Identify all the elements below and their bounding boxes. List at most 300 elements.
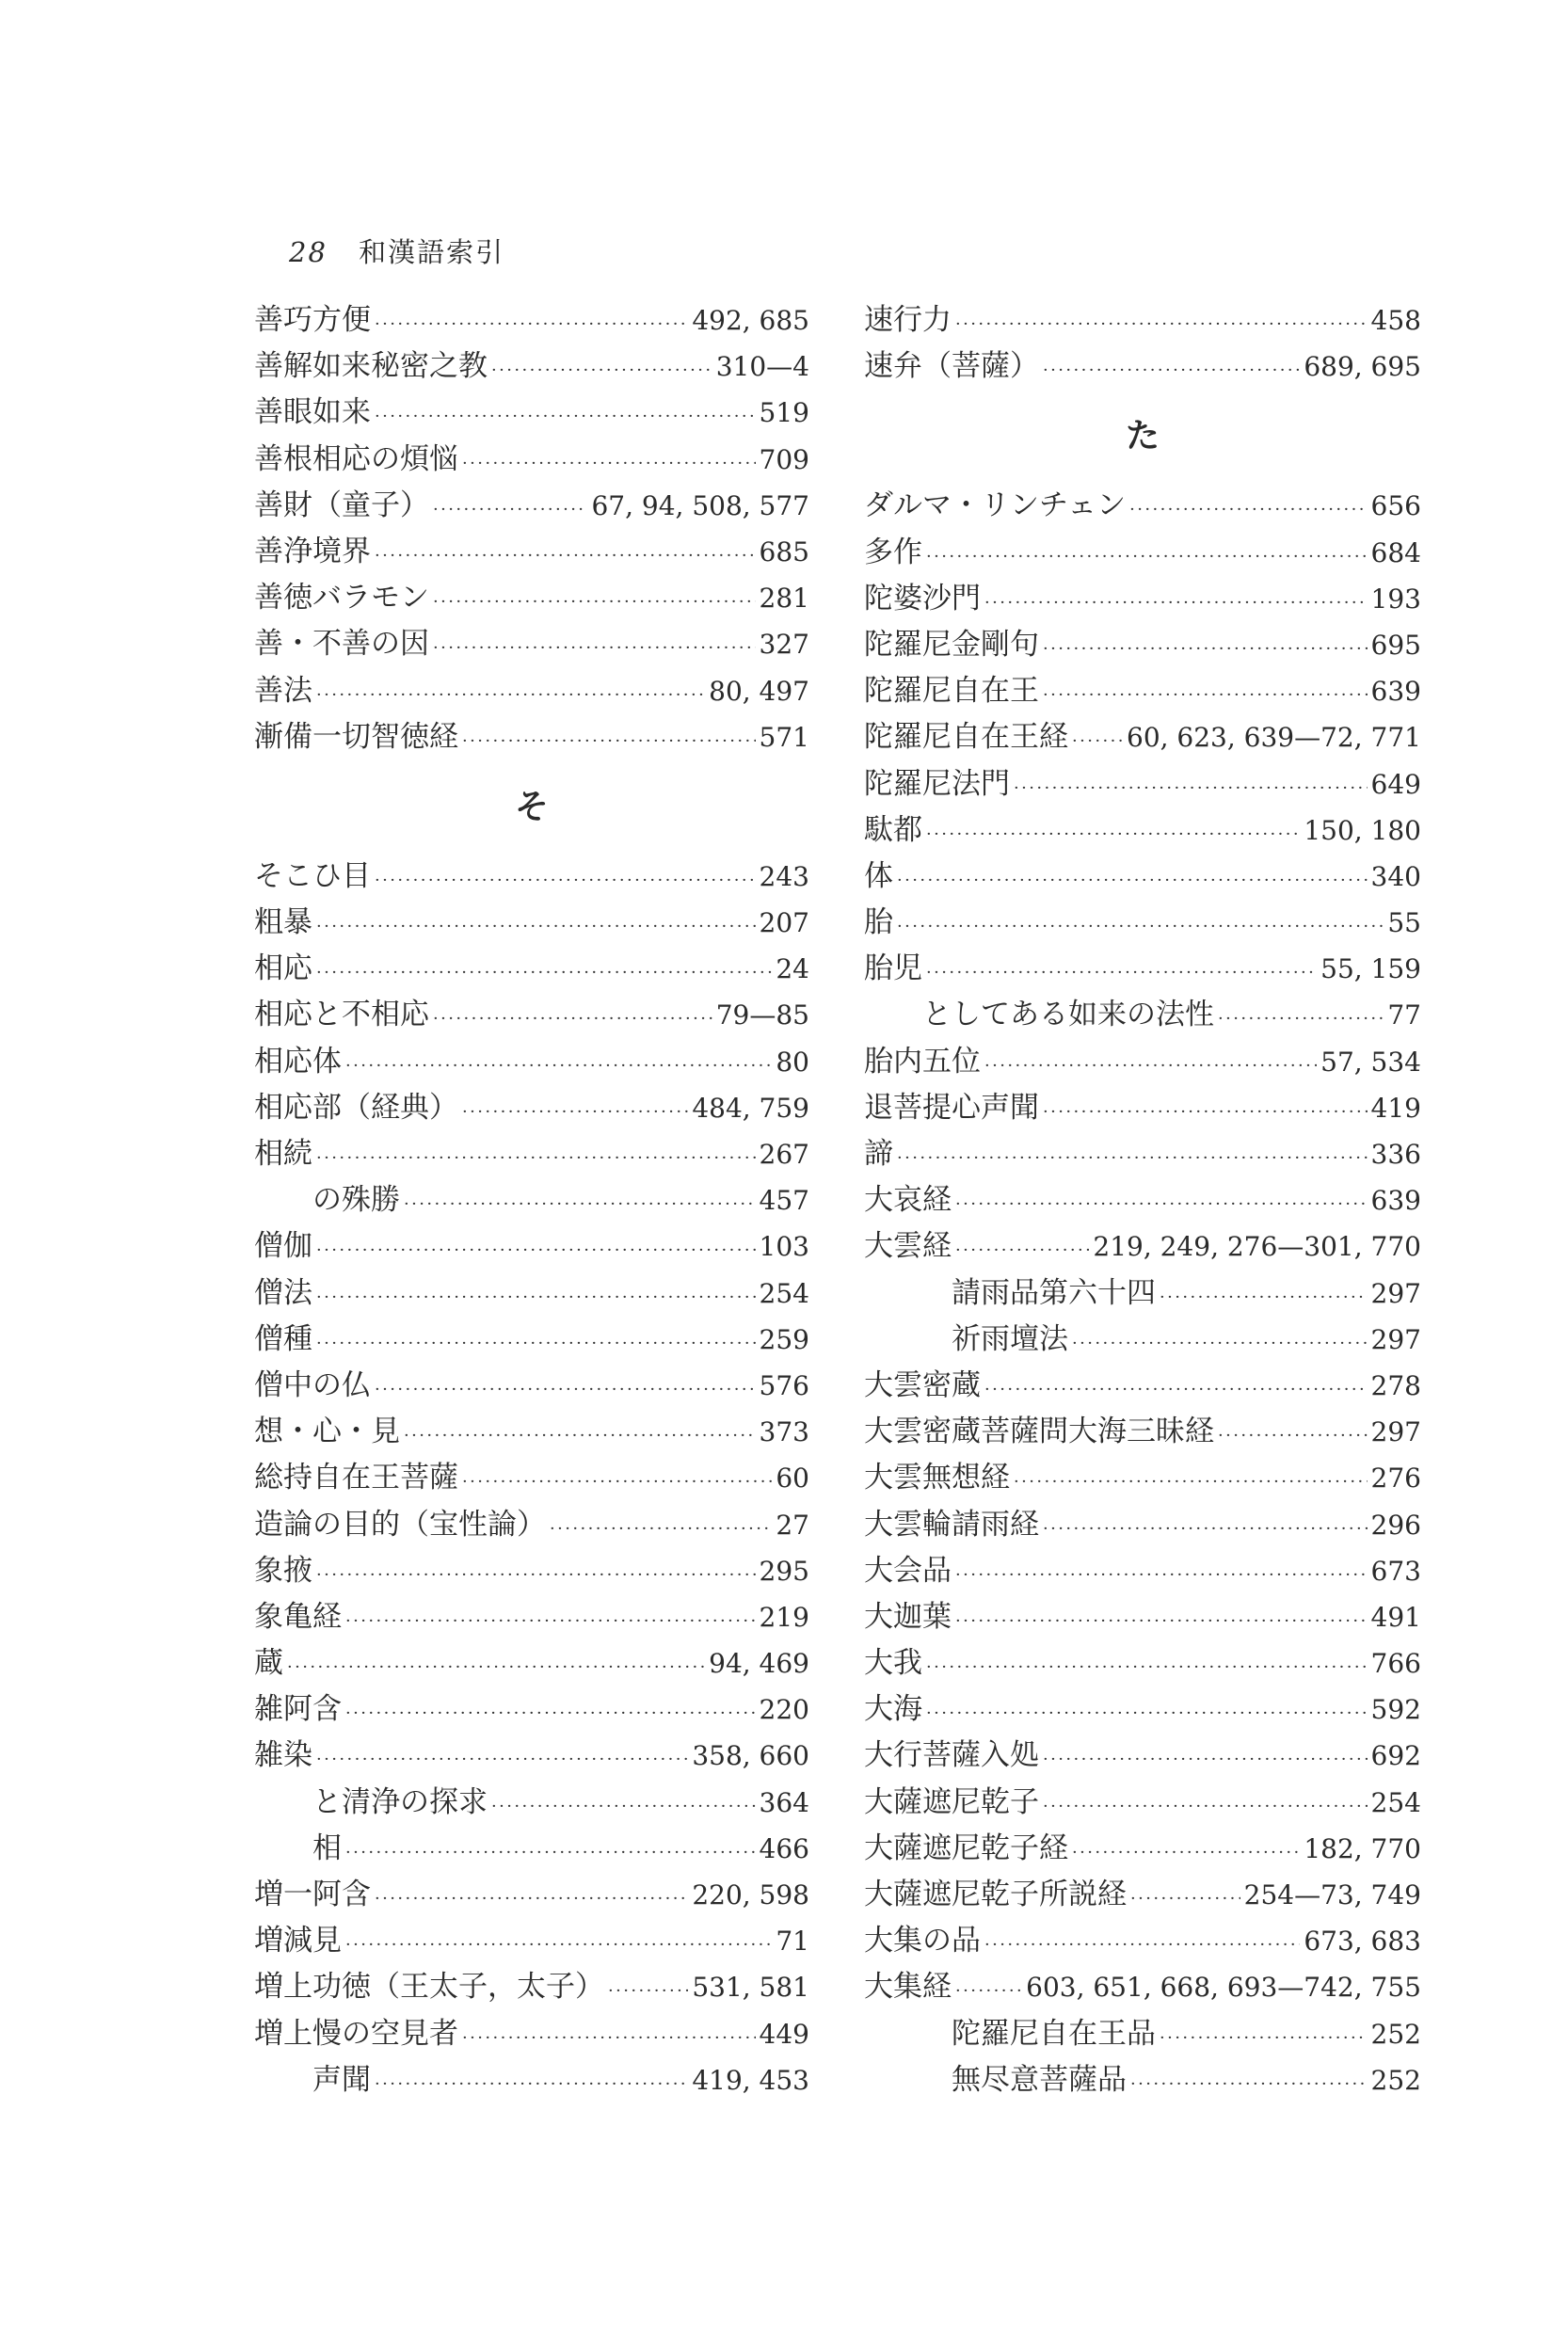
leader-dots: [1130, 1876, 1240, 1922]
entry-term: 祈雨壇法: [952, 1321, 1068, 1356]
entry-term: 大迦葉: [864, 1599, 952, 1634]
entry-term: 大会品: [864, 1553, 952, 1588]
leader-dots: [608, 1968, 688, 2014]
leader-dots: [462, 718, 756, 764]
page-reference: 685: [759, 536, 809, 568]
leader-dots: [287, 1644, 705, 1690]
page-reference: 80, 497: [709, 675, 809, 707]
leader-dots: [375, 857, 756, 903]
leader-dots: [926, 534, 1368, 580]
entry-term: 善巧方便: [254, 303, 371, 337]
leader-dots: [1160, 2015, 1368, 2061]
leader-dots: [375, 393, 756, 440]
index-entry: [864, 1455, 1421, 1501]
leader-dots: [316, 1274, 756, 1320]
entry-term: 退菩提心声聞: [864, 1090, 1039, 1125]
page-reference: 531, 581: [692, 1972, 809, 2004]
entry-term: ダルマ・リンチェン: [864, 488, 1127, 523]
index-entry: [254, 1177, 809, 1223]
page-reference: 327: [759, 629, 809, 661]
page-reference: 67, 94, 508, 577: [591, 489, 809, 521]
leader-dots: [955, 1968, 1022, 2014]
page-reference: 103: [759, 1231, 809, 1263]
page-reference: 492, 685: [692, 305, 809, 336]
page-reference: 449: [759, 2018, 809, 2050]
page-reference: 55, 159: [1320, 953, 1421, 985]
entry-term: 増減見: [254, 1924, 342, 1958]
index-entry: [254, 1872, 809, 1918]
entry-term: 大集経: [864, 1970, 952, 2005]
index-entry: [254, 992, 809, 1038]
page-reference: 71: [776, 1926, 809, 1958]
leader-dots: [1218, 1413, 1368, 1459]
leader-dots: [316, 1736, 688, 1782]
entry-term: 大集の品: [864, 1924, 981, 1958]
leader-dots: [955, 1181, 1368, 1227]
index-entry: [254, 437, 809, 483]
entry-term: 善眼如来: [254, 395, 371, 430]
index-entry: [254, 1640, 809, 1687]
leader-dots: [462, 1089, 688, 1135]
entry-term: 大雲経: [864, 1229, 952, 1264]
entry-term: 速行力: [864, 303, 952, 337]
page-reference: 592: [1370, 1694, 1421, 1726]
index-entry: [864, 1733, 1421, 1779]
entry-term: 善根相応の煩悩: [254, 441, 458, 476]
page-reference: 296: [1370, 1509, 1421, 1541]
page-number: 28: [289, 236, 328, 268]
entry-term: 相応: [254, 951, 312, 986]
leader-dots: [984, 1922, 1300, 1968]
entry-term: 増上慢の空見者: [254, 2016, 458, 2051]
page-reference: 278: [1370, 1369, 1421, 1401]
leader-dots: [1218, 996, 1384, 1042]
page-reference: 220: [759, 1694, 809, 1726]
page-reference: 340: [1370, 860, 1421, 892]
page-reference: 254: [759, 1277, 809, 1309]
leader-dots: [345, 1922, 772, 1968]
entry-term: 胎児: [864, 951, 922, 986]
index-entry: [254, 1455, 809, 1501]
entry-term: 体: [864, 858, 893, 893]
page-reference: 243: [759, 860, 809, 892]
leader-dots: [984, 1367, 1368, 1413]
entry-term: 陀羅尼自在王経: [864, 720, 1068, 755]
index-entry: [864, 1317, 1421, 1363]
page-reference: 358, 660: [692, 1740, 809, 1772]
index-entry: [864, 1085, 1421, 1131]
index-entry: [254, 668, 809, 714]
entry-term: 大海: [864, 1692, 922, 1727]
leader-dots: [316, 1552, 756, 1598]
entry-term: 蔵: [254, 1646, 283, 1681]
page-reference: 297: [1370, 1416, 1421, 1448]
entry-term: 総持自在王菩薩: [254, 1461, 458, 1495]
page-reference: 695: [1370, 629, 1421, 661]
leader-dots: [316, 1320, 756, 1367]
entry-term: 僧法: [254, 1275, 312, 1310]
entry-term: 僧種: [254, 1321, 312, 1356]
index-entry: [254, 1085, 809, 1131]
page-reference: 419: [1370, 1092, 1421, 1124]
page-reference: 310—4: [715, 351, 809, 383]
leader-dots: [491, 347, 712, 393]
leader-dots: [316, 1135, 756, 1181]
entry-term: 善徳バラモン: [254, 581, 429, 615]
index-entry: [864, 668, 1421, 714]
index-entry: [864, 1872, 1421, 1918]
page-reference: 295: [759, 1555, 809, 1587]
page-reference: 252: [1370, 2064, 1421, 2096]
index-entry: [864, 1131, 1421, 1177]
index-entry: [254, 1733, 809, 1779]
index-entry: [864, 761, 1421, 807]
page-reference: 336: [1370, 1139, 1421, 1170]
entry-term: 大雲無想経: [864, 1461, 1010, 1495]
entry-term: 善法: [254, 673, 312, 708]
page-reference: 220, 598: [692, 1879, 809, 1910]
entry-term: 陀婆沙門: [864, 581, 981, 615]
leader-dots: [375, 301, 688, 347]
page-reference: 649: [1370, 768, 1421, 800]
entry-term: 相: [312, 1830, 342, 1865]
entry-term: 僧中の仏: [254, 1367, 371, 1402]
index-entry: [254, 946, 809, 992]
page-reference: 491: [1370, 1601, 1421, 1633]
page-reference: 267: [759, 1139, 809, 1170]
page-reference: 207: [759, 907, 809, 939]
page-reference: 673, 683: [1304, 1926, 1421, 1958]
page-reference: 709: [759, 443, 809, 475]
entry-term: 無尽意菩薩品: [952, 2062, 1127, 2097]
page-reference: 60: [776, 1463, 809, 1495]
leader-dots: [462, 440, 756, 487]
index-entry: [254, 2057, 809, 2103]
page-reference: 24: [776, 953, 809, 985]
page-reference: 692: [1370, 1740, 1421, 1772]
page-reference: 27: [776, 1509, 809, 1541]
page-title: 和漢語索引: [359, 236, 505, 268]
index-entry: [864, 1640, 1421, 1687]
leader-dots: [926, 1644, 1368, 1690]
leader-dots: [1072, 1830, 1300, 1876]
index-entry: [254, 1780, 809, 1826]
index-entry: [254, 1502, 809, 1548]
leader-dots: [433, 996, 712, 1042]
index-entry: [254, 854, 809, 900]
entry-term: 大雲密蔵: [864, 1367, 981, 1402]
index-entry: [254, 714, 809, 760]
leader-dots: [462, 2015, 756, 2061]
entry-term: 速弁（菩薩）: [864, 349, 1039, 384]
page-header: [289, 232, 504, 270]
entry-term: 声聞: [312, 2062, 371, 2097]
page-reference: 484, 759: [692, 1092, 809, 1124]
index-entry: [864, 1780, 1421, 1826]
leader-dots: [1043, 672, 1368, 718]
page-reference: 766: [1370, 1648, 1421, 1680]
index-entry: [254, 1826, 809, 1872]
entry-term: 善浄境界: [254, 534, 371, 568]
index-entry: [254, 900, 809, 946]
leader-dots: [316, 903, 756, 950]
entry-term: 大我: [864, 1646, 922, 1681]
index-entry: [864, 483, 1421, 529]
index-entry: [254, 621, 809, 667]
leader-dots: [1043, 1736, 1368, 1782]
index-entry: [864, 992, 1421, 1038]
leader-dots: [462, 1459, 772, 1505]
page-reference: 571: [759, 721, 809, 753]
entry-term: 象掖: [254, 1553, 312, 1588]
page-reference: 373: [759, 1416, 809, 1448]
index-entry: [864, 1039, 1421, 1085]
leader-dots: [433, 625, 756, 671]
page-reference: 254—73, 749: [1243, 1879, 1421, 1910]
entry-term: 善財（童子）: [254, 488, 429, 522]
section-heading: た: [1125, 416, 1160, 456]
index-entry: [254, 1039, 809, 1085]
entry-term: 請雨品第六十四: [952, 1275, 1156, 1310]
index-entry: [254, 1131, 809, 1177]
index-entry: [864, 2057, 1421, 2103]
entry-term: 大薩遮尼乾子所説経: [864, 1878, 1127, 1911]
leader-dots: [316, 950, 772, 996]
page-reference: 219: [759, 1601, 809, 1633]
index-entry: [254, 1548, 809, 1594]
entry-term: 大哀経: [864, 1183, 952, 1218]
index-entry: [864, 1826, 1421, 1872]
leader-dots: [955, 1598, 1368, 1644]
leader-dots: [1043, 626, 1368, 672]
index-entry: [254, 1918, 809, 1964]
entry-term: 胎内五位: [864, 1044, 981, 1079]
leader-dots: [316, 1227, 756, 1273]
page-reference: 254: [1370, 1786, 1421, 1818]
leader-dots: [375, 2061, 688, 2107]
entry-term: 粗暴: [254, 905, 312, 940]
page-reference: 182, 770: [1304, 1832, 1421, 1864]
index-entry: [864, 576, 1421, 622]
entry-term: 諦: [864, 1137, 893, 1171]
page-reference: 79—85: [715, 999, 809, 1031]
index-entry: [864, 344, 1421, 390]
index-entry: [864, 1223, 1421, 1270]
entry-term: 漸備一切智徳経: [254, 719, 458, 754]
entry-term: 大雲輪請雨経: [864, 1507, 1039, 1542]
leader-dots: [1043, 1783, 1368, 1830]
index-entry: [864, 946, 1421, 992]
page-reference: 639: [1370, 676, 1421, 708]
page-reference: 364: [759, 1786, 809, 1818]
page-reference: 656: [1370, 490, 1421, 522]
index-entry: [864, 1964, 1421, 2010]
page-reference: 297: [1370, 1277, 1421, 1309]
page-reference: 94, 469: [709, 1648, 809, 1680]
index-entry: [254, 297, 809, 344]
entry-term: 大雲密蔵菩薩問大海三昧経: [864, 1415, 1214, 1449]
leader-dots: [955, 1227, 1089, 1273]
index-entry: [864, 297, 1421, 344]
page-reference: 603, 651, 668, 693—742, 755: [1026, 1972, 1421, 2004]
leader-dots: [345, 1043, 772, 1089]
leader-dots: [926, 1690, 1368, 1736]
page-reference: 689, 695: [1304, 351, 1421, 383]
leader-dots: [404, 1413, 756, 1459]
entry-term: そこひ目: [254, 858, 371, 893]
page-reference: 458: [1370, 305, 1421, 336]
leader-dots: [345, 1690, 756, 1736]
leader-dots: [926, 950, 1317, 996]
leader-dots: [1043, 347, 1300, 393]
leader-dots: [897, 903, 1384, 950]
index-entry: [864, 1363, 1421, 1409]
entry-term: 相応部（経典）: [254, 1090, 458, 1125]
index-entry: [864, 1409, 1421, 1455]
index-entry: [254, 1687, 809, 1733]
index-entry: [254, 1594, 809, 1640]
page-reference: 259: [759, 1323, 809, 1355]
leader-dots: [375, 1367, 756, 1413]
page-reference: 57, 534: [1320, 1046, 1421, 1078]
leader-dots: [955, 301, 1368, 347]
entry-term: 善・不善の因: [254, 627, 429, 662]
index-entry: [254, 344, 809, 390]
page-reference: 673: [1370, 1555, 1421, 1587]
index-entry: [254, 529, 809, 575]
index-entry: [254, 575, 809, 621]
page-reference: 519: [759, 397, 809, 429]
leader-dots: [375, 1876, 688, 1922]
leader-dots: [1043, 1089, 1368, 1135]
entry-term: 多作: [864, 535, 922, 569]
index-entry: [864, 1594, 1421, 1640]
page-reference: 252: [1370, 2018, 1421, 2050]
index-entry: [864, 1177, 1421, 1223]
leader-dots: [955, 1552, 1368, 1598]
entry-term: 大薩遮尼乾子経: [864, 1830, 1068, 1865]
leader-dots: [1043, 1506, 1368, 1552]
page-reference: 150, 180: [1304, 814, 1421, 846]
index-entry: [864, 1502, 1421, 1548]
page-reference: 276: [1370, 1463, 1421, 1495]
leader-dots: [1014, 1459, 1368, 1505]
entry-term: 雑阿含: [254, 1692, 342, 1727]
leader-dots: [345, 1830, 756, 1876]
index-entry: [864, 1548, 1421, 1594]
index-entry: [254, 1223, 809, 1270]
entry-term: 僧伽: [254, 1229, 312, 1264]
index-entry: [254, 1409, 809, 1455]
leader-dots: [433, 579, 756, 625]
page-reference: 219, 249, 276—301, 770: [1093, 1231, 1421, 1263]
entry-term: 大行菩薩入処: [864, 1738, 1039, 1773]
entry-term: 象亀経: [254, 1599, 342, 1634]
entry-term: と清浄の探求: [312, 1784, 488, 1819]
page-reference: 297: [1370, 1323, 1421, 1355]
index-entry: [864, 1918, 1421, 1964]
index-entry: [254, 2011, 809, 2057]
leader-dots: [491, 1783, 756, 1830]
leader-dots: [375, 533, 756, 579]
page-reference: 281: [759, 583, 809, 615]
index-entry: [254, 390, 809, 436]
leader-dots: [404, 1181, 756, 1227]
page-reference: 457: [759, 1185, 809, 1217]
leader-dots: [1130, 2061, 1368, 2107]
index-entry: [864, 2011, 1421, 2057]
section-heading: そ: [514, 786, 549, 826]
leader-dots: [433, 487, 587, 533]
index-entry: [254, 1271, 809, 1317]
page-reference: 684: [1370, 536, 1421, 568]
entry-term: 相続: [254, 1137, 312, 1171]
leader-dots: [984, 580, 1368, 626]
entry-term: 造論の目的（宝性論）: [254, 1507, 546, 1542]
entry-term: の殊勝: [312, 1183, 400, 1218]
entry-term: 相応体: [254, 1044, 342, 1079]
leader-dots: [1014, 765, 1368, 811]
entry-term: 胎: [864, 905, 893, 940]
leader-dots: [984, 1043, 1317, 1089]
entry-term: 陀羅尼自在王: [864, 674, 1039, 709]
entry-term: 陀羅尼法門: [864, 766, 1010, 801]
entry-term: 想・心・見: [254, 1415, 400, 1449]
index-entry: [864, 622, 1421, 668]
index-entry: [254, 483, 809, 529]
page-reference: 80: [776, 1046, 809, 1078]
index-entry: [864, 900, 1421, 946]
page-reference: 77: [1387, 999, 1421, 1031]
index-entry: [254, 1964, 809, 2010]
leader-dots: [345, 1598, 756, 1644]
entry-term: 大薩遮尼乾子: [864, 1784, 1039, 1819]
leader-dots: [897, 857, 1368, 903]
leader-dots: [550, 1506, 772, 1552]
leader-dots: [926, 811, 1300, 857]
index-entry: [864, 1271, 1421, 1317]
entry-term: としてある如来の法性: [922, 998, 1214, 1032]
page-reference: 60, 623, 639—72, 771: [1127, 722, 1421, 754]
page-reference: 193: [1370, 583, 1421, 615]
leader-dots: [1129, 487, 1367, 533]
leader-dots: [897, 1135, 1368, 1181]
entry-term: 雑染: [254, 1738, 312, 1773]
index-column-left: [254, 297, 809, 2103]
index-entry: [864, 854, 1421, 900]
index-column-right: [864, 297, 1421, 2103]
page-reference: 466: [759, 1832, 809, 1864]
leader-dots: [1072, 718, 1123, 764]
index-entry: [254, 1317, 809, 1363]
entry-term: 相応と不相応: [254, 998, 429, 1032]
leader-dots: [316, 672, 705, 718]
entry-term: 陀羅尼自在王品: [952, 2016, 1156, 2051]
index-entry: [864, 1687, 1421, 1733]
page-reference: 639: [1370, 1185, 1421, 1217]
page-reference: 576: [759, 1369, 809, 1401]
entry-term: 善解如来秘密之教: [254, 349, 488, 384]
entry-term: 陀羅尼金剛句: [864, 627, 1039, 662]
entry-term: 増上功徳（王太子，太子）: [254, 1970, 604, 2005]
leader-dots: [1160, 1274, 1368, 1320]
entry-term: 駄都: [864, 812, 922, 847]
page-reference: 419, 453: [692, 2064, 809, 2096]
page-reference: 55: [1387, 907, 1421, 939]
index-entry: [864, 714, 1421, 760]
index-entry: [864, 530, 1421, 576]
entry-term: 増一阿含: [254, 1878, 371, 1911]
